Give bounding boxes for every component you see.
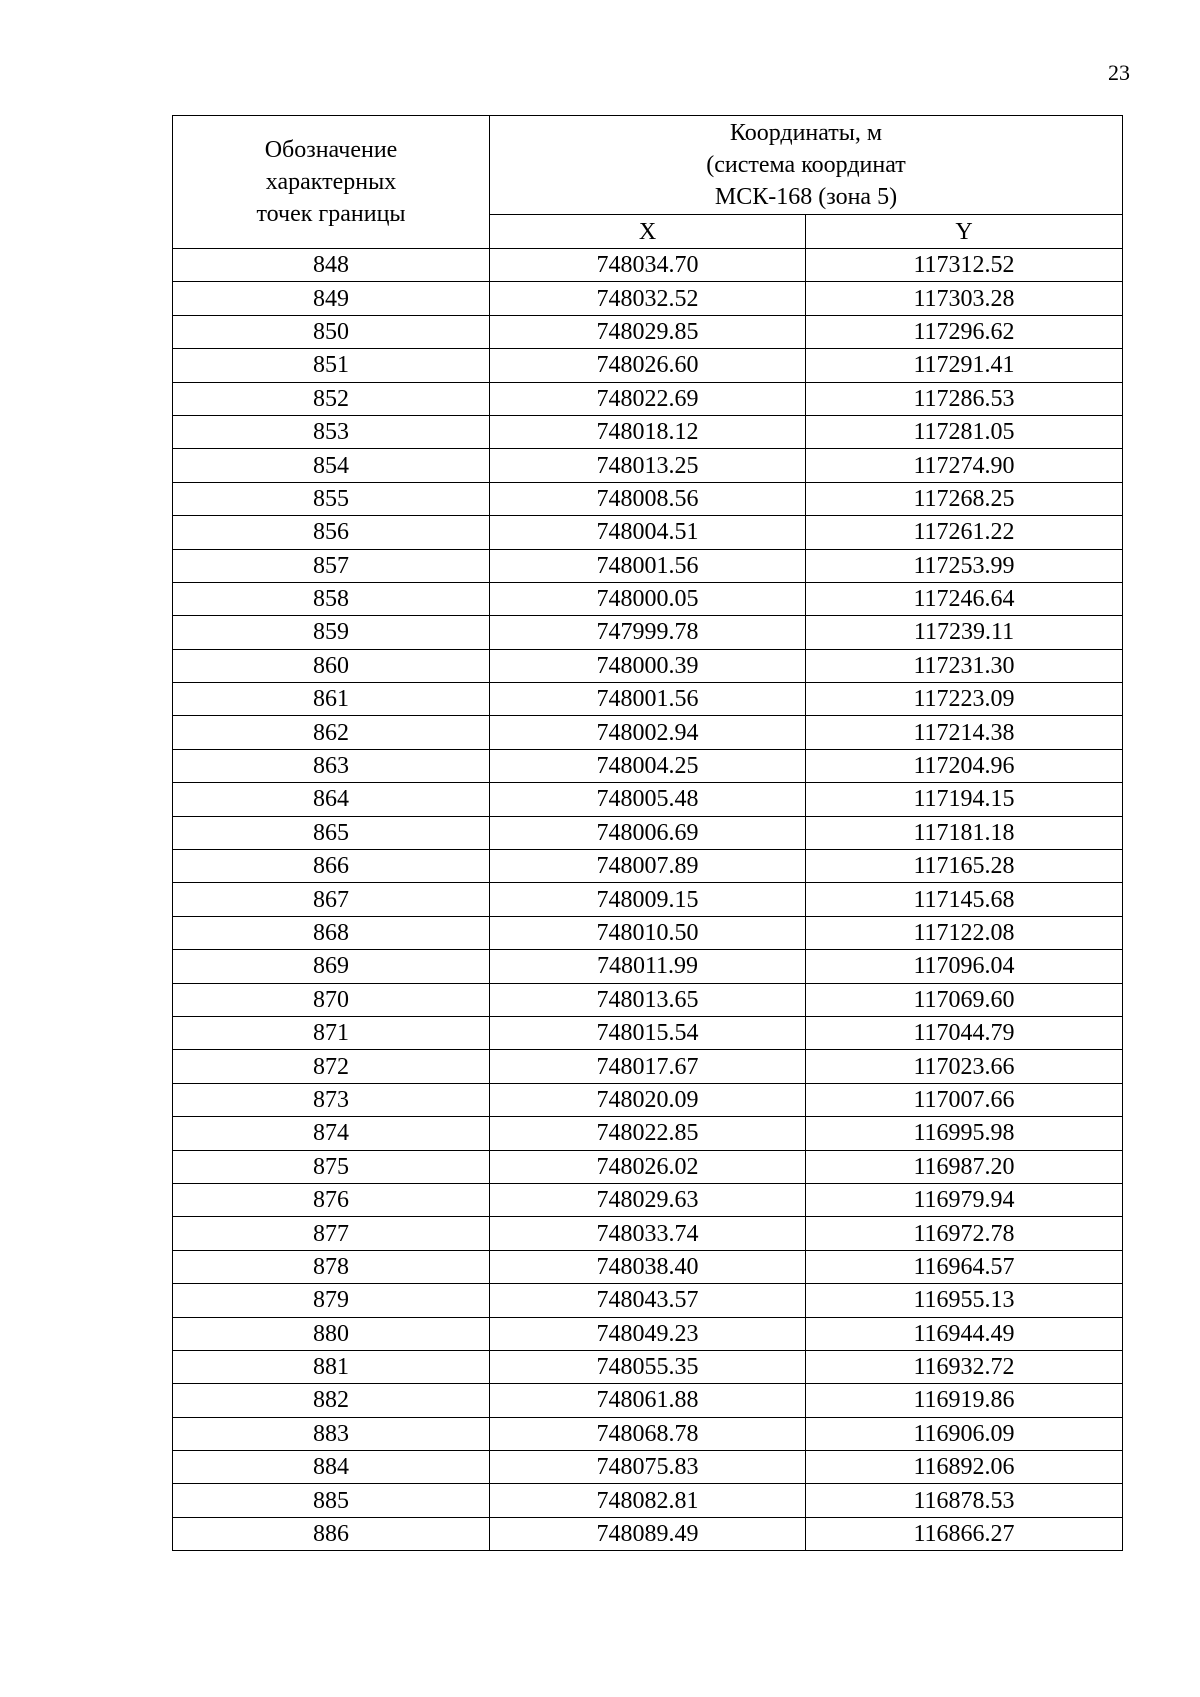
x-coordinate-cell: 748029.85 xyxy=(490,315,806,348)
header-x: X xyxy=(490,215,806,249)
table-row xyxy=(173,1317,1123,1350)
table-row xyxy=(173,1117,1123,1150)
point-id-cell: 858 xyxy=(173,582,490,615)
point-id-cell: 849 xyxy=(173,282,490,315)
y-coordinate-cell: 117286.53 xyxy=(806,382,1123,415)
x-coordinate-cell: 748055.35 xyxy=(490,1350,806,1383)
x-coordinate-cell: 748022.85 xyxy=(490,1117,806,1150)
table-row xyxy=(173,315,1123,348)
table-row xyxy=(173,1016,1123,1049)
x-coordinate-cell: 748049.23 xyxy=(490,1317,806,1350)
table-row xyxy=(173,850,1123,883)
x-coordinate-cell: 748001.56 xyxy=(490,683,806,716)
y-coordinate-cell: 117194.15 xyxy=(806,783,1123,816)
x-coordinate-cell: 748000.39 xyxy=(490,649,806,682)
point-id-cell: 852 xyxy=(173,382,490,415)
y-coordinate-cell: 117303.28 xyxy=(806,282,1123,315)
y-coordinate-cell: 117281.05 xyxy=(806,415,1123,448)
y-coordinate-cell: 116932.72 xyxy=(806,1350,1123,1383)
y-coordinate-cell: 117312.52 xyxy=(806,249,1123,282)
point-id-cell: 864 xyxy=(173,783,490,816)
y-coordinate-cell: 117007.66 xyxy=(806,1083,1123,1116)
header-coordinates-text: Координаты, м (система координат МСК-168 (зона 5) xyxy=(706,120,906,210)
x-coordinate-cell: 748068.78 xyxy=(490,1417,806,1450)
x-coordinate-cell: 748029.63 xyxy=(490,1183,806,1216)
table-row xyxy=(173,1451,1123,1484)
table-row xyxy=(173,749,1123,782)
y-coordinate-cell: 117122.08 xyxy=(806,916,1123,949)
point-id-cell: 876 xyxy=(173,1183,490,1216)
point-id-cell: 885 xyxy=(173,1484,490,1517)
table-row xyxy=(173,1050,1123,1083)
point-id-cell: 883 xyxy=(173,1417,490,1450)
table-row xyxy=(173,249,1123,282)
point-id-cell: 878 xyxy=(173,1250,490,1283)
y-coordinate-cell: 117204.96 xyxy=(806,749,1123,782)
x-coordinate-cell: 748015.54 xyxy=(490,1016,806,1049)
y-coordinate-cell: 117274.90 xyxy=(806,449,1123,482)
table-row xyxy=(173,1517,1123,1550)
point-id-cell: 855 xyxy=(173,482,490,515)
x-coordinate-cell: 748002.94 xyxy=(490,716,806,749)
y-coordinate-cell: 117165.28 xyxy=(806,850,1123,883)
x-coordinate-cell: 748010.50 xyxy=(490,916,806,949)
y-coordinate-cell: 116979.94 xyxy=(806,1183,1123,1216)
point-id-cell: 851 xyxy=(173,349,490,382)
x-coordinate-cell: 748017.67 xyxy=(490,1050,806,1083)
x-coordinate-cell: 748026.02 xyxy=(490,1150,806,1183)
point-id-cell: 870 xyxy=(173,983,490,1016)
x-coordinate-cell: 748013.65 xyxy=(490,983,806,1016)
y-coordinate-cell: 116955.13 xyxy=(806,1284,1123,1317)
table-header xyxy=(173,116,1123,249)
y-coordinate-cell: 117023.66 xyxy=(806,1050,1123,1083)
point-id-cell: 874 xyxy=(173,1117,490,1150)
x-coordinate-cell: 748005.48 xyxy=(490,783,806,816)
x-coordinate-cell: 748022.69 xyxy=(490,382,806,415)
table-row xyxy=(173,1384,1123,1417)
x-coordinate-cell: 748006.69 xyxy=(490,816,806,849)
y-coordinate-cell: 117253.99 xyxy=(806,549,1123,582)
x-coordinate-cell: 748082.81 xyxy=(490,1484,806,1517)
x-coordinate-cell: 747999.78 xyxy=(490,616,806,649)
table-row xyxy=(173,449,1123,482)
y-coordinate-cell: 116878.53 xyxy=(806,1484,1123,1517)
y-coordinate-cell: 117069.60 xyxy=(806,983,1123,1016)
table-row xyxy=(173,482,1123,515)
point-id-cell: 859 xyxy=(173,616,490,649)
y-coordinate-cell: 116906.09 xyxy=(806,1417,1123,1450)
coordinates-table xyxy=(172,115,1123,1551)
x-coordinate-cell: 748034.70 xyxy=(490,249,806,282)
x-coordinate-cell: 748043.57 xyxy=(490,1284,806,1317)
y-coordinate-cell: 116995.98 xyxy=(806,1117,1123,1150)
x-coordinate-cell: 748020.09 xyxy=(490,1083,806,1116)
point-id-cell: 879 xyxy=(173,1284,490,1317)
point-id-cell: 853 xyxy=(173,415,490,448)
x-coordinate-cell: 748009.15 xyxy=(490,883,806,916)
y-coordinate-cell: 117261.22 xyxy=(806,516,1123,549)
y-coordinate-cell: 116866.27 xyxy=(806,1517,1123,1550)
point-id-cell: 854 xyxy=(173,449,490,482)
point-id-cell: 850 xyxy=(173,315,490,348)
table-row xyxy=(173,1217,1123,1250)
x-coordinate-cell: 748007.89 xyxy=(490,850,806,883)
point-id-cell: 871 xyxy=(173,1016,490,1049)
page-number: 23 xyxy=(1108,60,1130,85)
table-row xyxy=(173,1284,1123,1317)
y-coordinate-cell: 117239.11 xyxy=(806,616,1123,649)
x-coordinate-cell: 748004.25 xyxy=(490,749,806,782)
x-coordinate-cell: 748001.56 xyxy=(490,549,806,582)
y-coordinate-cell: 117246.64 xyxy=(806,582,1123,615)
x-coordinate-cell: 748033.74 xyxy=(490,1217,806,1250)
table-row xyxy=(173,950,1123,983)
point-id-cell: 865 xyxy=(173,816,490,849)
y-coordinate-cell: 117145.68 xyxy=(806,883,1123,916)
header-y: Y xyxy=(806,215,1123,249)
point-id-cell: 880 xyxy=(173,1317,490,1350)
y-coordinate-cell: 116987.20 xyxy=(806,1150,1123,1183)
table-row xyxy=(173,983,1123,1016)
header-point-designation xyxy=(173,116,490,249)
point-id-cell: 862 xyxy=(173,716,490,749)
point-id-cell: 860 xyxy=(173,649,490,682)
y-coordinate-cell: 116964.57 xyxy=(806,1250,1123,1283)
y-coordinate-cell: 116892.06 xyxy=(806,1451,1123,1484)
y-coordinate-cell: 117223.09 xyxy=(806,683,1123,716)
point-id-cell: 848 xyxy=(173,249,490,282)
table-row xyxy=(173,1083,1123,1116)
point-id-cell: 882 xyxy=(173,1384,490,1417)
y-coordinate-cell: 116972.78 xyxy=(806,1217,1123,1250)
x-coordinate-cell: 748032.52 xyxy=(490,282,806,315)
x-coordinate-cell: 748008.56 xyxy=(490,482,806,515)
point-id-cell: 881 xyxy=(173,1350,490,1383)
table-row xyxy=(173,549,1123,582)
y-coordinate-cell: 117268.25 xyxy=(806,482,1123,515)
point-id-cell: 857 xyxy=(173,549,490,582)
table-row xyxy=(173,916,1123,949)
y-coordinate-cell: 117096.04 xyxy=(806,950,1123,983)
x-coordinate-cell: 748061.88 xyxy=(490,1384,806,1417)
table-row xyxy=(173,1250,1123,1283)
x-coordinate-cell: 748011.99 xyxy=(490,950,806,983)
point-id-cell: 856 xyxy=(173,516,490,549)
point-id-cell: 869 xyxy=(173,950,490,983)
y-coordinate-cell: 116944.49 xyxy=(806,1317,1123,1350)
table-row xyxy=(173,1150,1123,1183)
table-row xyxy=(173,349,1123,382)
point-id-cell: 873 xyxy=(173,1083,490,1116)
point-id-cell: 886 xyxy=(173,1517,490,1550)
header-coordinates xyxy=(490,116,1123,215)
x-coordinate-cell: 748018.12 xyxy=(490,415,806,448)
x-coordinate-cell: 748026.60 xyxy=(490,349,806,382)
y-coordinate-cell: 117296.62 xyxy=(806,315,1123,348)
table-row xyxy=(173,1417,1123,1450)
table-row xyxy=(173,883,1123,916)
point-id-cell: 866 xyxy=(173,850,490,883)
y-coordinate-cell: 117044.79 xyxy=(806,1016,1123,1049)
y-coordinate-cell: 117214.38 xyxy=(806,716,1123,749)
x-coordinate-cell: 748089.49 xyxy=(490,1517,806,1550)
table-row xyxy=(173,1484,1123,1517)
y-coordinate-cell: 117291.41 xyxy=(806,349,1123,382)
point-id-cell: 861 xyxy=(173,683,490,716)
table-row xyxy=(173,716,1123,749)
table-row xyxy=(173,516,1123,549)
table-row xyxy=(173,1183,1123,1216)
table-row xyxy=(173,282,1123,315)
point-id-cell: 875 xyxy=(173,1150,490,1183)
table-row xyxy=(173,816,1123,849)
table-row xyxy=(173,616,1123,649)
point-id-cell: 863 xyxy=(173,749,490,782)
x-coordinate-cell: 748013.25 xyxy=(490,449,806,482)
point-id-cell: 867 xyxy=(173,883,490,916)
x-coordinate-cell: 748075.83 xyxy=(490,1451,806,1484)
table-row xyxy=(173,415,1123,448)
header-point-designation-text: Обозначение характерных точек границы xyxy=(256,137,406,227)
x-coordinate-cell: 748004.51 xyxy=(490,516,806,549)
table-row xyxy=(173,683,1123,716)
table-row xyxy=(173,382,1123,415)
table-row xyxy=(173,582,1123,615)
table-row xyxy=(173,1350,1123,1383)
x-coordinate-cell: 748038.40 xyxy=(490,1250,806,1283)
table-body xyxy=(173,249,1123,1551)
point-id-cell: 877 xyxy=(173,1217,490,1250)
x-coordinate-cell: 748000.05 xyxy=(490,582,806,615)
table-row xyxy=(173,649,1123,682)
y-coordinate-cell: 116919.86 xyxy=(806,1384,1123,1417)
table-row xyxy=(173,783,1123,816)
y-coordinate-cell: 117231.30 xyxy=(806,649,1123,682)
point-id-cell: 884 xyxy=(173,1451,490,1484)
y-coordinate-cell: 117181.18 xyxy=(806,816,1123,849)
point-id-cell: 868 xyxy=(173,916,490,949)
point-id-cell: 872 xyxy=(173,1050,490,1083)
